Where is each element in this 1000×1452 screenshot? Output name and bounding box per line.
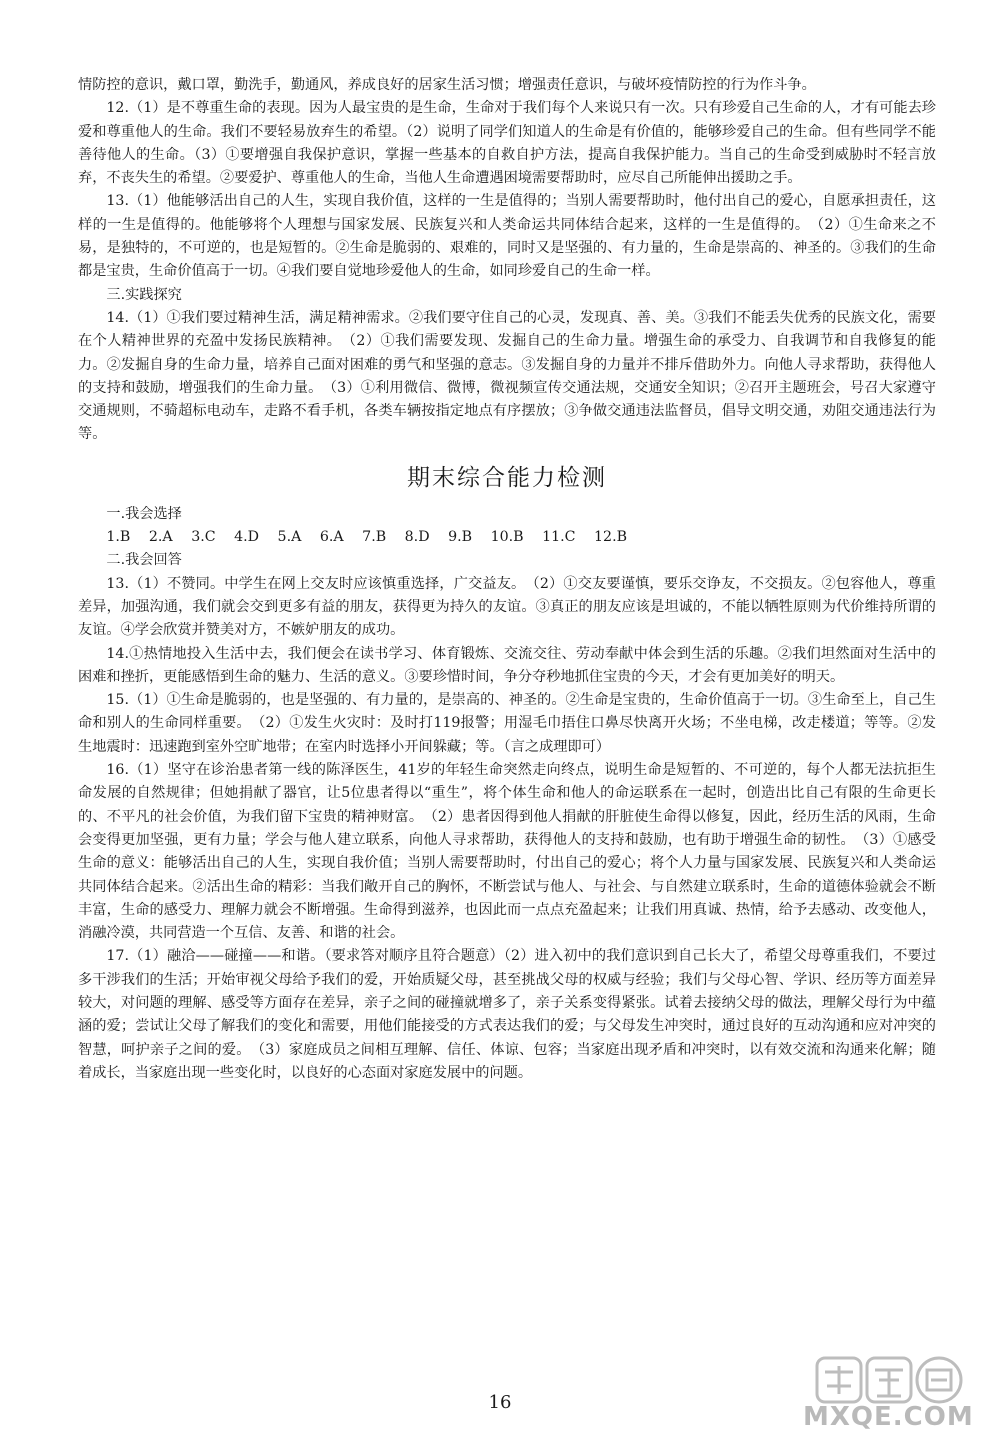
answer-key-row — [78, 526, 936, 549]
answer-item: 3.C — [191, 529, 216, 546]
answer-item: 7.B — [362, 529, 387, 546]
paragraph-q13: 13.（1）他能够活出自己的人生，实现自我价值，这样的一生是值得的；当别人需要帮助时，他付出自己的爱心，自愿承担责任，这样的一生是值得的。他能够将个人理想与国家发展、民族复兴和人类命运共同体结合起来，这样的一生是值得的。 （2）①生命来之不易，是独特的，不可逆的，也是短暂的。②生命是脆弱的、艰难的，同时又是坚强的、有力量的，生命是崇高的、神圣的。③我们的生命都是宝贵，生命价值高于一切。④我们要自觉地珍爱他人的生命，如同珍爱自己的生命一样。 — [78, 193, 936, 280]
answer-item: 5.A — [277, 529, 302, 546]
paragraph-ans17: 17.（1）融洽——碰撞——和谐。（要求答对顺序且符合题意）（2）进入初中的我们意识到自己长大了，希望父母尊重我们，不要过多干涉我们的生活；开始审视父母给予我们的爱，开始质疑父母，甚至挑战父母的权威与经验；我们与父母心智、学识、经历等方面差异较大，对问题的理解、感受等方面存在差异，亲子之间的碰撞就增多了，亲子关系变得紧张。试着去接纳父母的做法，理解父母行为中蕴涵的爱；尝试让父母了解我们的变化和需要，用他们能接受的方式表达我们的爱；与父母发生冲突时，通过良好的互动沟通和应对冲突的智慧，呵护亲子之间的爱。 （3）家庭成员之间相互理解、信任、体谅、包容；当家庭出现矛盾和冲突时，以有效交流和沟通来化解；随着成长，当家庭出现一些变化时，以良好的心态面对家庭发展中的问题。 — [78, 948, 936, 1081]
answer-item: 4.D — [234, 529, 260, 546]
answer-item: 9.B — [448, 529, 473, 546]
paragraph-continuation: 情防控的意识，戴口罩，勤洗手，勤通风，养成良好的居家生活习惯；增强责任意识，与破坏疫情防控的行为作斗争。 — [78, 77, 816, 93]
answer-item: 12.B — [594, 529, 628, 546]
watermark-logo-icon — [815, 1354, 965, 1406]
answer-item: 2.A — [148, 529, 173, 546]
section-heading-choice: 一.我会选择 — [106, 505, 182, 522]
section-heading-answer: 二.我会回答 — [106, 552, 182, 569]
paragraph-ans14: 14.①热情地投入生活中去，我们便会在读书学习、体育锻炼、交流交往、劳动奉献中体会到生活的乐趣。②我们坦然面对生活中的困难和挫折，更能感悟到生命的魅力、生活的意义。③要珍惜时间，争分夺秒地抓住宝贵的今天，才会有更加美好的明天。 — [78, 645, 936, 685]
answer-item: 11.C — [542, 529, 576, 546]
answer-item: 10.B — [490, 529, 524, 546]
paragraph-q12: 12.（1）是不尊重生命的表现。因为人最宝贵的是生命，生命对于我们每个人来说只有一次。只有珍爱自己生命的人，才有可能去珍爱和尊重他人的生命。我们不要轻易放弃生的希望。（2）说明了同学们知道人的生命是有价值的，能够珍爱自己的生命。但有些同学不能善待他人的生命。（3）①要增强自我保护意识，掌握一些基本的自救自护方法，提高自我保护能力。当自己的生命受到威胁时不轻言放弃，不丧失生的希望。②要爱护、尊重他人的生命，当他人生命遭遇困境需要帮助时，应尽自己所能伸出援助之手。 — [78, 100, 936, 187]
watermark-url: MXQE.COM — [803, 1402, 974, 1432]
answer-item: 1.B — [106, 529, 131, 546]
document-body — [78, 74, 936, 1085]
paragraph-ans15: 15.（1）①生命是脆弱的，也是坚强的、有力量的，是崇高的、神圣的。②生命是宝贵的，生命价值高于一切。③生命至上，自己生命和别人的生命同样重要。 （2）①发生火灾时：及时打119报警；用湿毛巾捂住口鼻尽快离开火场；不坐电梯，改走楼道；等等。②发生地震时：迅速跑到室外空旷地带；在室内时选择小开间躲藏；等。（言之成理即可） — [78, 692, 936, 755]
paragraph-q14: 14.（1）①我们要过精神生活，满足精神需求。②我们要守住自己的心灵，发现真、善、美。③我们不能丢失优秀的民族文化，需要在个人精神世界的充盈中发扬民族精神。 （2）①我们需要发现、发掘自己的生命力量。增强生命的承受力、自我调节和自我修复的能力。②发掘自身的生命力量，培养自己面对困难的勇气和坚强的意志。③发掘自身的力量并不排斥借助外力。向他人寻求帮助，获得他人的支持和鼓励，增强我们的生命力量。 （3）①利用微信、微博，微视频宣传交通法规，交通安全知识；②召开主题班会，号召大家遵守交通规则，不骑超标电动车，走路不看手机，各类车辆按指定地点有序摆放；③争做交通违法监督员，倡导文明交通，劝阻交通违法行为等。 — [78, 309, 936, 443]
paragraph-ans16: 16.（1）坚守在诊治患者第一线的陈泽医生，41岁的年轻生命突然走向终点，说明生命是短暂的、不可逆的，每个人都无法抗拒生命发展的自然规律；但她捐献了器官，让5位患者得以“重生”，将个体生命和他人的命运联系在一起时，创造出比自己有限的生命更长的、不平凡的社会价值，为我们留下宝贵的精神财富。 （2）患者因得到他人捐献的肝脏使生命得以修复，因此，经历生活的风雨，生命会变得更加坚强，更有力量；学会与他人建立联系，向他人寻求帮助，获得他人的支持和鼓励，也有助于增强生命的韧性。 （3）①感受生命的意义：能够活出自己的人生，实现自我价值；当别人需要帮助时，付出自己的爱心；将个人力量与国家发展、民族复兴和人类命运共同体结合起来。②活出生命的精彩：当我们敞开自己的胸怀，不断尝试与他人、与社会、与自然建立联系时，生命的道德体验就会不断丰富，生命的感受力、理解力就会不断增强。生命得到滋养，也因此而一点点充盈起来；让我们用真诚、热情，给予去感动、改变他人，消融冷漠，共同营造一个互信、友善、和谐的社会。 — [78, 762, 936, 942]
answer-item: 8.D — [404, 529, 430, 546]
answer-item: 6.A — [319, 529, 344, 546]
paragraph-ans13: 13.（1）不赞同。中学生在网上交友时应该慎重选择，广交益友。 （2）①交友要谨慎，要乐交诤友，不交损友。②包容他人，尊重差异，加强沟通，我们就会交到更多有益的朋友，获得更为持久的友谊。③真正的朋友应该是坦诚的，不能以牺牲原则为代价维持所谓的友谊。④学会欣赏并赞美对方，不嫉妒朋友的成功。 — [78, 575, 936, 639]
exam-title: 期末综合能力检测 — [407, 464, 607, 491]
page-number: 16 — [488, 1392, 512, 1413]
watermark — [797, 1354, 972, 1434]
section-heading-practice: 三.实践探究 — [106, 286, 182, 303]
